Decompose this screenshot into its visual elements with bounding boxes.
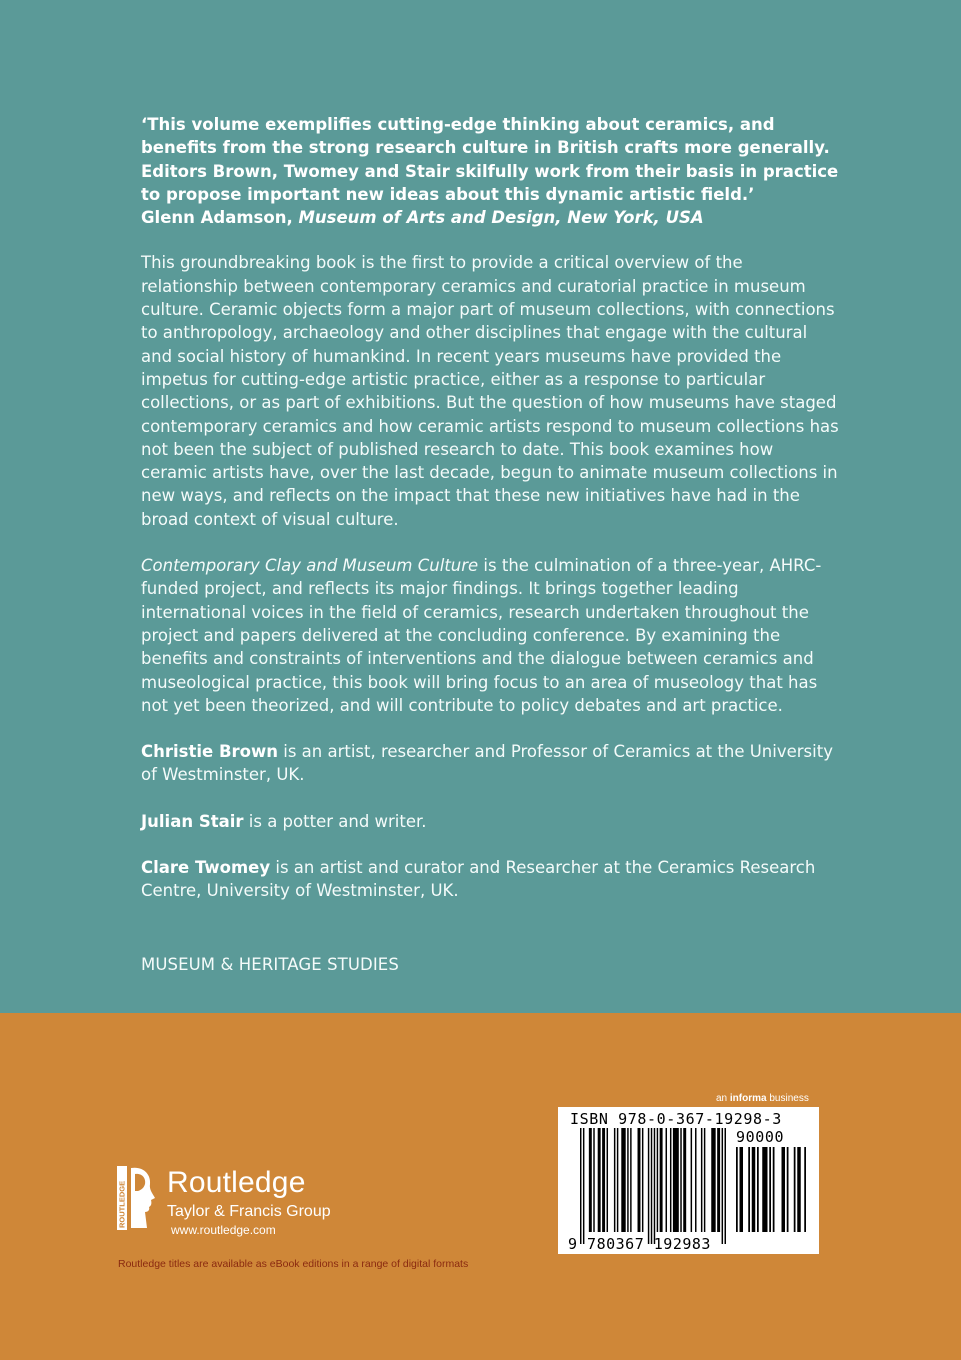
barcode-bar: [583, 1128, 584, 1244]
barcode-bar: [614, 1128, 615, 1232]
series-label: MUSEUM & HERITAGE STUDIES: [141, 955, 399, 974]
barcode-bar: [787, 1147, 789, 1232]
price-code: 90000: [736, 1128, 785, 1146]
barcode-bar: [717, 1128, 720, 1232]
barcode-bar: [804, 1147, 806, 1232]
barcode-bar: [580, 1128, 581, 1244]
barcode-bar: [607, 1128, 608, 1232]
editor-name-1: Christie Brown: [141, 742, 278, 762]
editor-bio-text-3: is an artist and curator and Researcher at the Ceramics Research Centre, University of Westminster, UK.: [141, 858, 816, 901]
editor-bio-text-1: is an artist, researcher and Professor of Ceramics at the University of Westminster, UK.: [141, 742, 833, 785]
barcode-bar: [736, 1147, 738, 1232]
editor-bio-text-2: is a potter and writer.: [243, 811, 427, 831]
description-paragraph-2: [141, 554, 841, 717]
barcode-bar: [794, 1147, 796, 1232]
barcode-bar: [683, 1128, 686, 1232]
barcode-bar: [630, 1128, 631, 1232]
barcode-bar: [657, 1128, 658, 1232]
ebook-note: Routledge titles are available as eBook editions in a range of digital formats: [118, 1258, 469, 1270]
editor-name-3: Clare Twomey: [141, 858, 271, 878]
barcode-bar: [621, 1128, 625, 1232]
barcode-bar: [740, 1147, 744, 1232]
barcode-bar: [691, 1128, 692, 1232]
routledge-head-icon: [117, 1166, 159, 1230]
barcode-bar: [651, 1128, 652, 1244]
routledge-logo: [117, 1166, 331, 1238]
cover-text: [141, 113, 841, 926]
barcode-bar: [638, 1128, 641, 1232]
barcode-bar: [762, 1147, 767, 1232]
barcode-bar: [701, 1128, 702, 1232]
barcode-panel: [558, 1107, 819, 1254]
barcode-bar: [773, 1147, 775, 1232]
publisher-name: Routledge: [167, 1166, 306, 1199]
barcode-bar: [673, 1128, 679, 1232]
description-paragraph-2-text: is the culmination of a three-year, AHRC-funded project, and reflects its major findings. It brings together leading international voices in the field of ceramics, research undertaken throughout the project and papers delivered at the concluding conference. By examining the benefits and constraints of interventions and the dialogue between ceramics and museological practice, this book will bring focus to an area of museology that has not yet been theorized, and will contribute to policy debates and art practice.: [141, 556, 822, 715]
barcode-bar: [722, 1128, 723, 1244]
editor-bio-1: [141, 740, 841, 787]
book-title: Contemporary Clay and Museum Culture: [141, 556, 479, 576]
editor-name-2: Julian Stair: [141, 811, 244, 831]
informa-bold: informa: [729, 1093, 767, 1104]
routledge-wordmark: [167, 1166, 331, 1238]
barcode-bar: [598, 1128, 601, 1232]
barcode-bar: [704, 1128, 705, 1232]
barcode-bar: [593, 1128, 594, 1232]
quote-attribution-name: Glenn Adamson,: [141, 208, 299, 228]
informa-suffix: business: [766, 1093, 809, 1104]
barcode-bar: [627, 1128, 628, 1232]
barcode-bar: [725, 1128, 726, 1244]
publisher-group: Taylor & Francis Group: [167, 1203, 331, 1220]
informa-prefix: an: [716, 1093, 730, 1104]
editor-bio-3: [141, 856, 841, 903]
informa-tagline: [716, 1093, 809, 1104]
editor-bio-2: [141, 810, 841, 833]
ean-barcode: [580, 1128, 726, 1244]
ean-digits: 9 780367 192983: [568, 1235, 711, 1253]
description-paragraph-1: This groundbreaking book is the first to provide a critical overview of the relationship between contemporary ceramics and curatorial practice in museum culture. Ceramic objects form a major part of museum collections, with connections to anthropology, archaeology and other disciplines that engage with the cultural and social history of humankind. In recent years museums have provided the impetus for cutting-edge artistic practice, either as a response to particular collections, or as part of exhibitions. But the question of how museums have staged contemporary ceramics and how ceramic artists respond to museum collections has not been the subject of published research to date. This book examines how ceramic artists have, over the last decade, begun to animate museum collections in new ways, and reflects on the impact that these new initiatives have had in the broad context of visual culture.: [141, 253, 839, 529]
barcode-bar: [642, 1128, 643, 1232]
barcode-bar: [589, 1128, 592, 1232]
barcode-bar: [680, 1128, 681, 1232]
quote-text: ‘This volume exemplifies cutting-edge thinking about ceramics, and benefits from the strong research culture in British crafts more generally. Editors Brown, Twomey and Stair skilfully work from their basis in practice to propose important new ideas about this dynamic artistic field.’: [141, 115, 839, 204]
addon-barcode: [736, 1147, 806, 1244]
barcode-bar: [617, 1128, 618, 1232]
barcode-bar: [602, 1128, 605, 1232]
barcode-bar: [666, 1128, 667, 1232]
barcode-bar: [797, 1147, 801, 1232]
publisher-url[interactable]: www.routledge.com: [171, 1223, 276, 1237]
barcode-bar: [660, 1128, 663, 1232]
barcode-bar: [748, 1147, 750, 1232]
barcode-bar: [782, 1147, 786, 1232]
barcode-bar: [670, 1128, 671, 1232]
barcode-bar: [654, 1128, 655, 1244]
barcode-bar: [695, 1128, 696, 1232]
barcode-bar: [752, 1147, 756, 1232]
barcode-bar: [757, 1147, 759, 1232]
barcode-bar: [769, 1147, 771, 1232]
routledge-vertical-mark: ROUTLEDGE: [117, 1180, 127, 1228]
quote-attribution-org: Museum of Arts and Design, New York, USA: [298, 208, 704, 228]
barcode-bar: [648, 1128, 649, 1244]
isbn-text: ISBN 978-0-367-19298-3: [570, 1110, 782, 1128]
barcode-bar: [711, 1128, 715, 1232]
endorsement-quote: [141, 113, 841, 229]
